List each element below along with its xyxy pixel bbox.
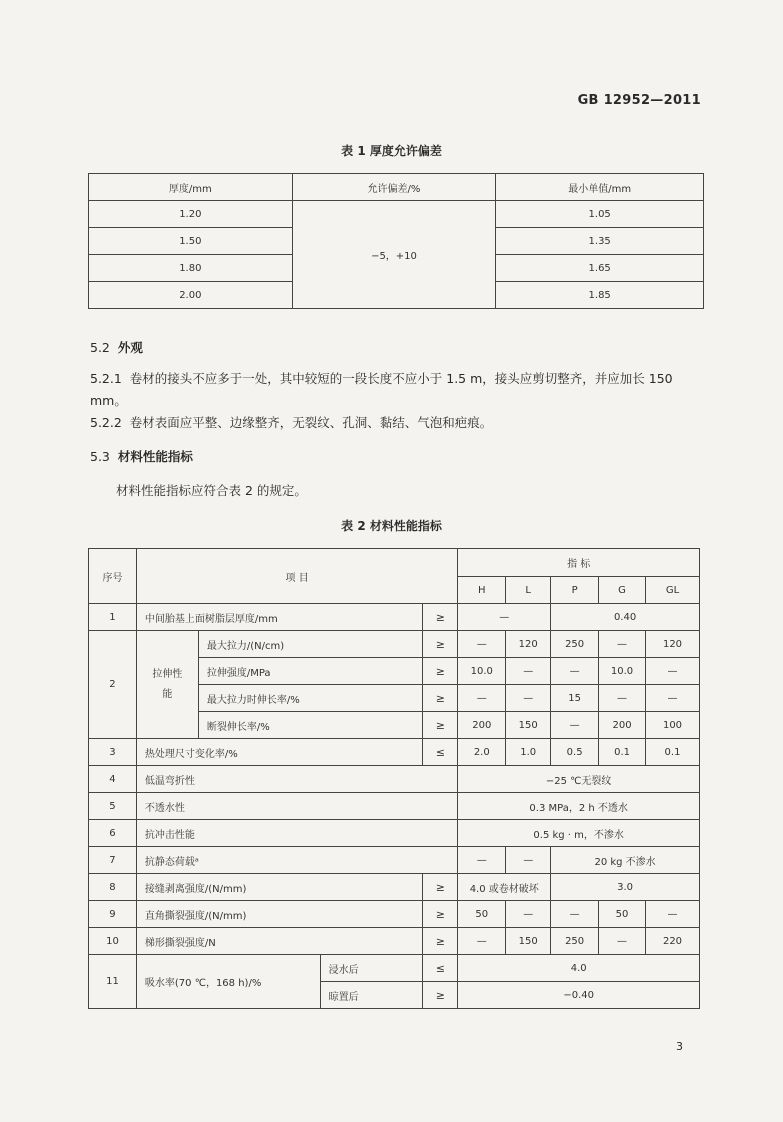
table2-col-h: H [458,577,506,604]
table2-cell: — [458,928,506,955]
table2-cell: — [506,685,551,712]
table2-cell: −0.40 [458,982,700,1009]
table2-symbol: ≥ [423,712,458,739]
table2-cell: 200 [458,712,506,739]
table2-sub-item-name: 最大拉力/(N/cm) [198,631,423,658]
table2-cell: — [646,901,700,928]
table2-cell: — [458,604,551,631]
table2-symbol: ≥ [423,631,458,658]
table2 [88,548,700,1009]
table2-cell: 120 [506,631,551,658]
table2-symbol: ≥ [423,604,458,631]
table2-col-l: L [506,577,551,604]
table2-cell: — [646,685,700,712]
table2-col-gl: GL [646,577,700,604]
table2-item-name: 低温弯折性 [136,766,457,793]
section-5-3-heading: 5.3 材料性能指标 [90,449,193,464]
table2-symbol: ≥ [423,982,458,1009]
table2-cell: 250 [551,928,599,955]
table2-cell: — [646,658,700,685]
table2-cell: 150 [506,928,551,955]
table2-cell: 4.0 [458,955,700,982]
table2-item-name: 抗静态荷载ᵃ [136,847,457,874]
table2-symbol: ≤ [423,739,458,766]
table2-row-no: 7 [89,847,137,874]
table2-cell: — [551,901,599,928]
table2-cell: — [551,658,599,685]
table1 [88,173,704,309]
para-5-3: 材料性能指标应符合表 2 的规定。 [116,483,307,498]
table2-caption: 表 2 材料性能指标 [341,519,442,533]
table2-row-no: 2 [89,631,137,739]
section-5-2-heading: 5.2 外观 [90,340,143,355]
table2-cell: — [506,901,551,928]
table2-symbol: ≥ [423,901,458,928]
table2-cell: −25 ℃无裂纹 [458,766,700,793]
table2-cell: 10.0 [599,658,646,685]
table2-cell: 200 [599,712,646,739]
table2-row-no: 5 [89,793,137,820]
table2-cell: 120 [646,631,700,658]
table2-cell: 20 kg 不渗水 [551,847,700,874]
table1-cell: 1.80 [89,255,293,282]
table1-cell: 2.00 [89,282,293,309]
table2-cell: — [551,712,599,739]
table2-symbol: ≥ [423,685,458,712]
table2-cell: 4.0 或卷材破坏 [458,874,551,901]
table2-header-item: 项 目 [136,549,457,604]
table2-cell: 0.1 [646,739,700,766]
table2-item-name: 接缝剥离强度/(N/mm) [136,874,422,901]
table1-cell: 1.05 [496,201,704,228]
table2-row-no: 9 [89,901,137,928]
table2-row-no: 3 [89,739,137,766]
table2-cell: 0.5 kg · m，不渗水 [458,820,700,847]
table2-cell: — [599,685,646,712]
table2-item-name: 抗冲击性能 [136,820,457,847]
table2-cell: 150 [506,712,551,739]
table2-sub-item-name: 浸水后 [320,955,423,982]
table2-cell: 100 [646,712,700,739]
table1-cell: 1.65 [496,255,704,282]
table2-sub-item-name: 晾置后 [320,982,423,1009]
table2-cell: 0.40 [551,604,700,631]
table2-cell: 220 [646,928,700,955]
table2-item-name: 不透水性 [136,793,457,820]
table2-row-no: 1 [89,604,137,631]
table2-header-seq: 序号 [89,549,137,604]
table2-row-no: 11 [89,955,137,1009]
table1-deviation-merged: −5，+10 [292,201,496,309]
table2-cell: 1.0 [506,739,551,766]
table2-sub-item-name: 拉伸强度/MPa [198,658,423,685]
table2-cell: — [599,631,646,658]
table2-group-tensile: 拉伸性能 [136,631,198,739]
table1-header-min: 最小单值/mm [496,174,704,201]
table2-cell: 50 [599,901,646,928]
para-5-2-2: 5.2.2 卷材表面应平整、边缘整齐，无裂纹、孔洞、黏结、气泡和疤痕。 [90,415,493,430]
table2-symbol: ≥ [423,928,458,955]
page-number: 3 [676,1040,683,1053]
table2-item-name: 热处理尺寸变化率/% [136,739,422,766]
table2-cell: — [506,658,551,685]
table2-cell: 2.0 [458,739,506,766]
table1-cell: 1.85 [496,282,704,309]
table2-col-g: G [599,577,646,604]
table2-sub-item-name: 断裂伸长率/% [198,712,423,739]
table2-item-name: 吸水率(70 ℃，168 h)/% [136,955,320,1009]
table2-col-p: P [551,577,599,604]
table2-cell: 15 [551,685,599,712]
table2-symbol: ≥ [423,658,458,685]
table2-cell: 3.0 [551,874,700,901]
table2-row-no: 10 [89,928,137,955]
table1-caption: 表 1 厚度允许偏差 [341,144,442,158]
table2-header-index: 指 标 [458,549,700,577]
table2-row-no: 6 [89,820,137,847]
table2-cell: 0.5 [551,739,599,766]
table2-cell: 50 [458,901,506,928]
table2-cell: 10.0 [458,658,506,685]
table2-sub-item-name: 最大拉力时伸长率/% [198,685,423,712]
table2-symbol: ≥ [423,874,458,901]
standard-code: GB 12952—2011 [577,93,701,108]
table2-item-name: 中间胎基上面树脂层厚度/mm [136,604,422,631]
table2-cell: — [599,928,646,955]
table1-header-thickness: 厚度/mm [89,174,293,201]
table2-cell: — [506,847,551,874]
table2-item-name: 梯形撕裂强度/N [136,928,422,955]
table1-cell: 1.35 [496,228,704,255]
table2-cell: — [458,685,506,712]
table2-cell: — [458,847,506,874]
table2-cell: — [458,631,506,658]
table1-cell: 1.20 [89,201,293,228]
table2-cell: 0.3 MPa，2 h 不透水 [458,793,700,820]
table2-row-no: 8 [89,874,137,901]
table2-cell: 0.1 [599,739,646,766]
table2-item-name: 直角撕裂强度/(N/mm) [136,901,422,928]
table1-header-deviation: 允许偏差/% [292,174,496,201]
table1-cell: 1.50 [89,228,293,255]
table2-cell: 250 [551,631,599,658]
table2-row-no: 4 [89,766,137,793]
para-5-2-1: 5.2.1 卷材的接头不应多于一处，其中较短的一段长度不应小于 1.5 m，接头应剪切整齐，并应加长 150 mm。 [90,371,673,408]
table2-symbol: ≤ [423,955,458,982]
